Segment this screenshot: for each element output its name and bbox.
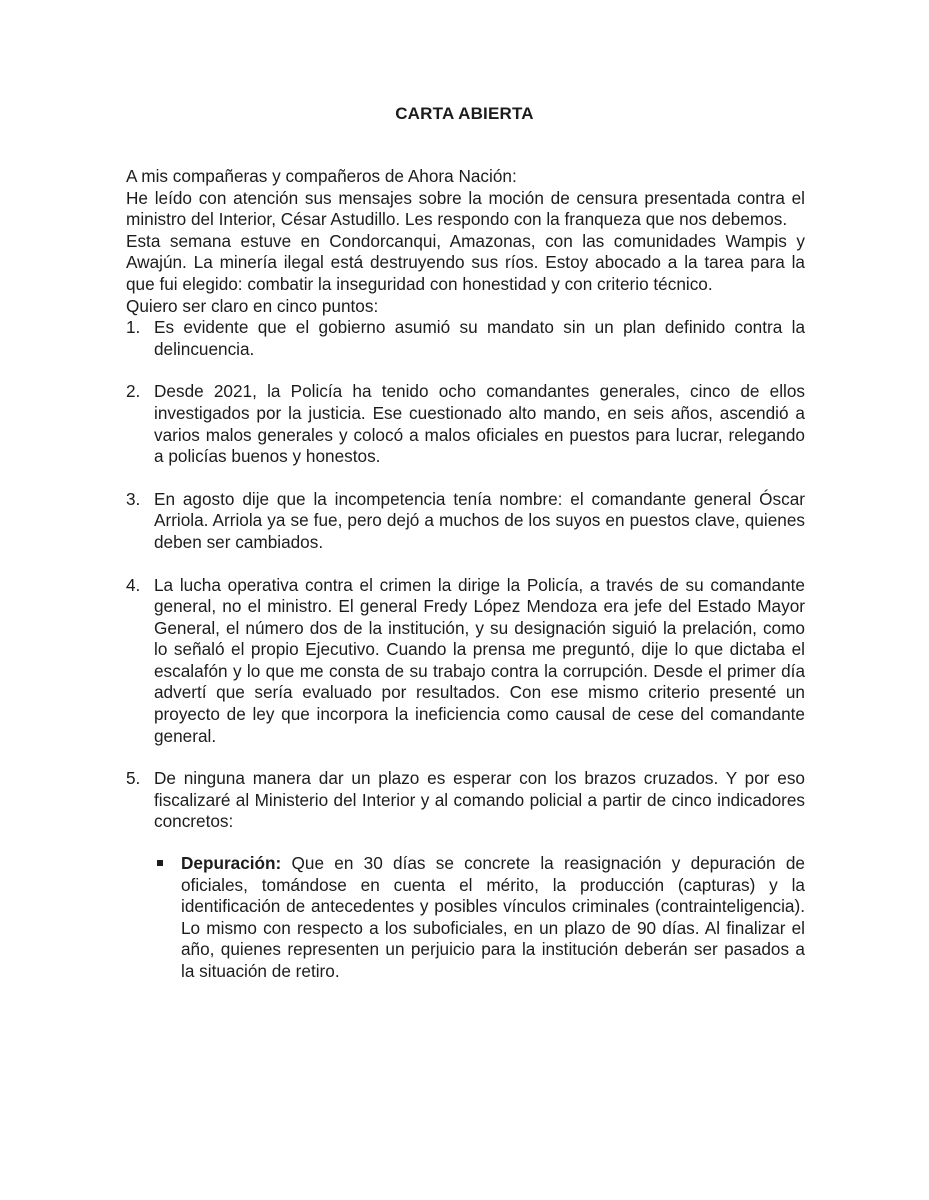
points-intro: Quiero ser claro en cinco puntos: [126,295,379,316]
square-bullet-icon [157,860,163,866]
point-item [126,768,805,982]
point-item [126,575,805,748]
point-text: En agosto dije que la incompetencia tenía nombre: el comandante general Óscar Arriola. Arriola ya se fue, pero dejó a muchos de los suyos en puestos clave, quienes deben ser cambiados. [154,488,805,552]
point-item [126,489,805,554]
indicator-item [154,853,805,983]
point-number: 5. [126,768,141,789]
point-item [126,381,805,467]
point-text: La lucha operativa contra el crimen la dirige la Policía, a través de su comandante general, no el ministro. El general Fredy López Mendoza era jefe del Estado Mayor General, el número dos de la institución, y su designación siguió la prelación, como lo señaló el propio Ejecutivo. Cuando la prensa me preguntó, dije lo que dictaba el escalafón y lo que me consta de su trabajo contra la corrupción. Desde el primer día advertí que sería evaluado por resultados. Con ese mismo criterio presenté un proyecto de ley que incorpora la ineficiencia como causal de cese del comandante general. [154,574,805,746]
indicator-label: Depuración: [181,853,282,874]
point-item [126,317,805,360]
points-list [126,317,805,982]
indicators-list [154,853,805,983]
letter-body [126,166,805,1004]
paragraph-condorcanqui: Esta semana estuve en Condorcanqui, Amazonas, con las comunidades Wampis y Awajún. La minería ilegal está destruyendo sus ríos. Estoy abocado a la tarea para la que fui elegido: combatir la inseguridad con honestidad y con criterio técnico. [126,230,805,294]
point-text: De ninguna manera dar un plazo es esperar con los brazos cruzados. Y por eso fiscalizaré al Ministerio del Interior y al comando policial a partir de cinco indicadores concretos: [154,768,805,832]
paragraph-response: He leído con atención sus mensajes sobre la moción de censura presentada contra el ministro del Interior, César Astudillo. Les respondo con la franqueza que nos debemos. [126,187,805,230]
point-number: 4. [126,574,141,595]
letter-title: CARTA ABIERTA [395,104,534,123]
letter-greeting: A mis compañeras y compañeros de Ahora Nación: [126,166,517,186]
point-number: 3. [126,488,141,509]
point-text: Es evidente que el gobierno asumió su mandato sin un plan definido contra la delincuencia. [154,317,805,359]
indicator-text: Que en 30 días se concrete la reasignación y depuración de oficiales, tomándose en cuenta el mérito, la producción (capturas) y la identificación de antecedentes y posibles vínculos criminales (contrainteligencia). Lo mismo con respecto a los suboficiales, en un plazo de 90 días. Al finalizar el año, quienes representen un perjuicio para la institución deberán ser pasados a la situación de retiro. [181,853,805,981]
point-number: 2. [126,381,141,402]
point-number: 1. [126,317,141,338]
point-text: Desde 2021, la Policía ha tenido ocho comandantes generales, cinco de ellos investigados por la justicia. Ese cuestionado alto mando, en seis años, ascendió a varios malos generales y colocó a malos oficiales en puestos para lucrar, relegando a policías buenos y honestos. [154,381,805,467]
